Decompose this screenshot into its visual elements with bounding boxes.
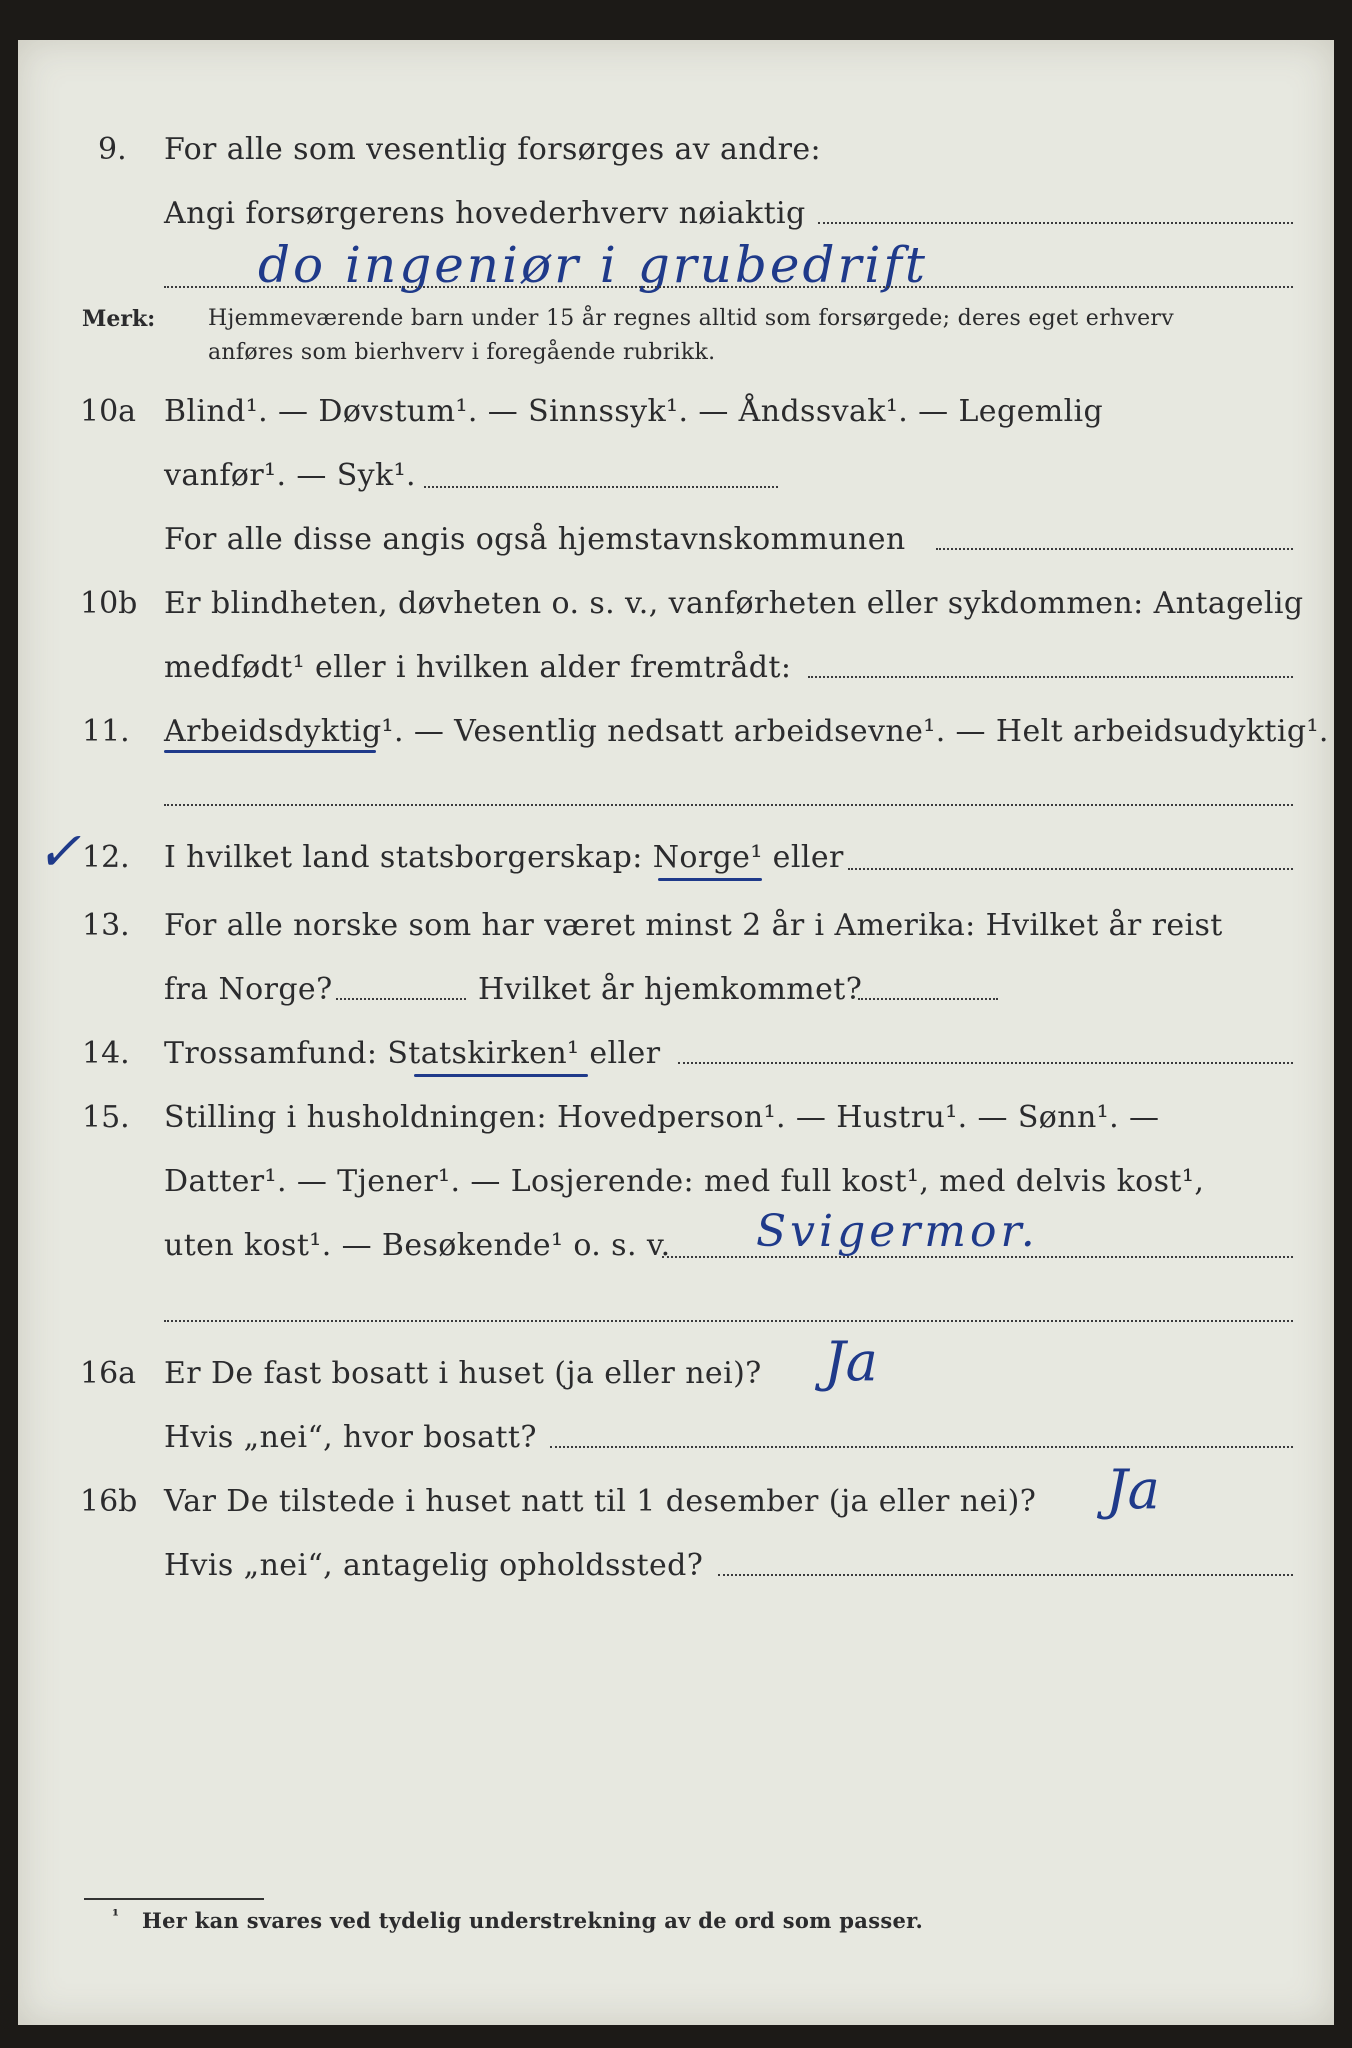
q9-handwritten-answer: do ingeniør i grubedrift: [258, 236, 928, 294]
q16b-line1: Var De tilstede i huset natt til 1 desember (ja eller nei)?: [164, 1484, 1037, 1519]
item-number-14: 14.: [82, 1036, 130, 1071]
q15-line1: Stilling i husholdningen: Hovedperson¹. — Hustru¹. — Sønn¹. —: [164, 1100, 1160, 1135]
q15-line2: Datter¹. — Tjener¹. — Losjerende: med full kost¹, med delvis kost¹,: [164, 1164, 1205, 1199]
q11-dotted-line: [164, 804, 1293, 806]
footnote-mark: ¹: [112, 1906, 120, 1925]
q10b-dotted-line: [808, 676, 1293, 678]
q10a-dotted-line: [424, 486, 778, 488]
q10a-line3: For alle disse angis også hjemstavnskommunen: [164, 522, 906, 557]
q15-dotted-line: [662, 1256, 1293, 1258]
footnote-rule: [84, 1898, 264, 1900]
q10a-line2: vanfør¹. — Syk¹.: [164, 458, 416, 493]
q13-hjemkommet-dotted-line: [858, 998, 998, 1000]
q10b-line2: medfødt¹ eller i hvilken alder fremtrådt:: [164, 650, 792, 685]
q9-line1: For alle som vesentlig forsørges av andre:: [164, 132, 822, 167]
q16b-line2: Hvis „nei“, antagelig opholdssted?: [164, 1548, 704, 1583]
item-number-13: 13.: [82, 908, 130, 943]
q16a-dotted-line: [550, 1446, 1293, 1448]
q13-line1: For alle norske som har været minst 2 år i Amerika: Hvilket år reist: [164, 908, 1223, 943]
item-number-15: 15.: [82, 1100, 130, 1135]
q14-line1: Trossamfund: Statskirken¹ eller: [164, 1036, 661, 1071]
q12-line1: I hvilket land statsborgerskap: Norge¹ eller: [164, 840, 844, 875]
q13-line2-reist: fra Norge?: [164, 972, 333, 1007]
q16b-dotted-line: [718, 1574, 1293, 1576]
q14-dotted-line: [678, 1062, 1293, 1064]
merk-line2: anføres som bierhverv i foregående rubrikk.: [208, 340, 716, 365]
item-number-12: 12.: [82, 840, 130, 875]
item-number-16a: 16a: [80, 1356, 137, 1391]
q15-answer-line: [164, 1320, 1293, 1322]
q15-line3: uten kost¹. — Besøkende¹ o. s. v.: [164, 1228, 671, 1263]
q11-handwritten-underline: [164, 750, 376, 753]
q13-line2-hjemkommet: Hvilket år hjemkommet?: [478, 972, 863, 1007]
item-number-16b: 16b: [80, 1484, 138, 1519]
q16a-handwritten-answer: Ja: [824, 1330, 878, 1393]
footnote-text: Her kan svares ved tydelig understrekning av de ord som passer.: [142, 1908, 924, 1933]
q11-line1: Arbeidsdyktig¹. — Vesentlig nedsatt arbeidsevne¹. — Helt arbeidsudyktig¹.: [164, 714, 1329, 749]
q10a-line1: Blind¹. — Døvstum¹. — Sinnssyk¹. — Åndssvak¹. — Legemlig: [164, 394, 1104, 429]
item-number-11: 11.: [82, 714, 130, 749]
q13-reist-dotted-line: [336, 998, 466, 1000]
item-number-10a: 10a: [80, 394, 137, 429]
item-number-9: 9.: [98, 132, 127, 167]
q16a-line1: Er De fast bosatt i huset (ja eller nei)?: [164, 1356, 762, 1391]
q12-checkmark: ✓: [36, 820, 82, 883]
q15-handwritten-answer: Svigermor.: [756, 1206, 1039, 1257]
q9-answer-line: [164, 286, 1293, 288]
item-number-10b: 10b: [80, 586, 138, 621]
q14-handwritten-underline: [414, 1074, 588, 1077]
q9-line2: Angi forsørgerens hovederhverv nøiaktig: [164, 196, 806, 231]
q12-dotted-line: [848, 868, 1293, 870]
merk-line1: Hjemmeværende barn under 15 år regnes alltid som forsørgede; deres eget erhverv: [208, 306, 1174, 331]
census-form-page: [18, 40, 1334, 2025]
q10a-hjemstavn-dotted-line: [936, 548, 1293, 550]
q16a-line2: Hvis „nei“, hvor bosatt?: [164, 1420, 537, 1455]
q16b-handwritten-answer: Ja: [1106, 1458, 1160, 1521]
q12-handwritten-underline: [658, 878, 762, 881]
merk-label: Merk:: [82, 306, 156, 332]
q10b-line1: Er blindheten, døvheten o. s. v., vanførheten eller sykdommen: Antagelig: [164, 586, 1304, 621]
q9-dotted-line: [818, 222, 1293, 224]
